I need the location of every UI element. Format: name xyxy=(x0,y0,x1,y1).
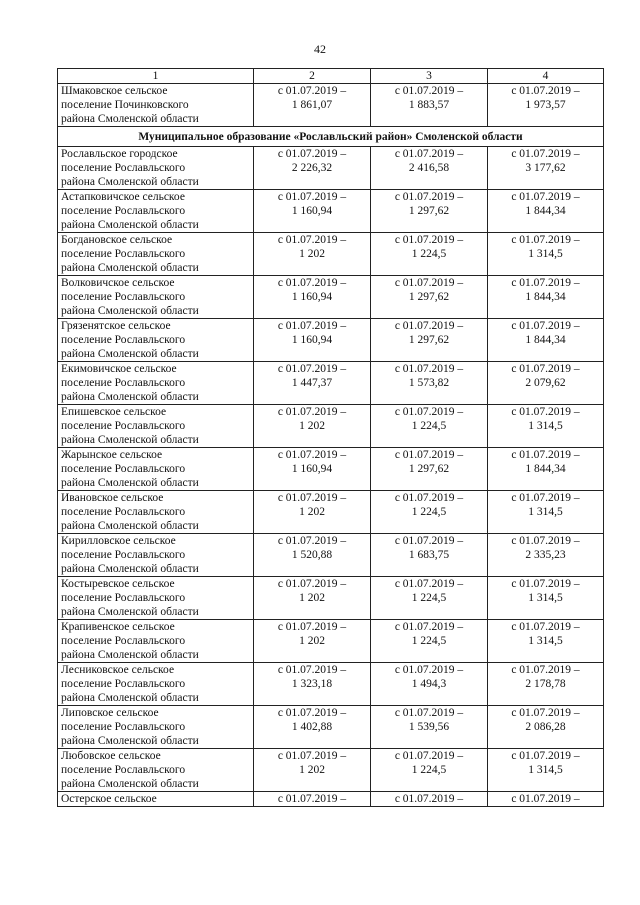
tariff-date-line: с 01.07.2019 – xyxy=(394,406,464,418)
tariff-date-line: с 01.07.2019 – xyxy=(277,621,347,633)
tariff-cell-col-2 xyxy=(254,491,371,534)
settlement-name-cell xyxy=(58,792,254,807)
tariff-date-line: с 01.07.2019 – xyxy=(511,277,580,289)
settlement-name-line: района Смоленской области xyxy=(61,434,199,446)
settlement-name-line: Грязенятское сельское xyxy=(61,320,171,332)
tariff-cell-col-4 xyxy=(488,319,604,362)
settlement-name-line: Екимовичское сельское xyxy=(61,363,177,375)
tariff-date-line: с 01.07.2019 – xyxy=(394,664,464,676)
settlement-name-cell xyxy=(58,190,254,233)
tariff-cell-col-2 xyxy=(254,706,371,749)
settlement-name-cell xyxy=(58,448,254,491)
tariff-date-line: с 01.07.2019 – xyxy=(277,277,347,289)
tariff-value-line: 1 314,5 xyxy=(528,635,563,647)
tariff-value-line: 1 683,75 xyxy=(408,549,450,561)
tariff-cell-col-4 xyxy=(488,405,604,448)
table-row xyxy=(58,577,604,620)
tariff-date-line: с 01.07.2019 – xyxy=(511,449,580,461)
tariff-cell-col-2 xyxy=(254,190,371,233)
tariff-value-line: 1 447,37 xyxy=(291,377,333,389)
tariff-value-line: 1 224,5 xyxy=(411,506,447,518)
tariff-cell-col-2 xyxy=(254,749,371,792)
table-body xyxy=(58,84,604,807)
tariff-date-line: с 01.07.2019 – xyxy=(277,363,347,375)
table-row xyxy=(58,319,604,362)
settlement-name-line: поселение Рославльского xyxy=(61,549,186,561)
tariff-value-line: 1 202 xyxy=(299,764,325,776)
tariff-cell-col-4 xyxy=(488,84,604,127)
tariff-date-line: с 01.07.2019 – xyxy=(394,492,464,504)
tariff-date-line: с 01.07.2019 – xyxy=(277,664,347,676)
settlement-name-line: Крапивенское сельское xyxy=(61,621,175,633)
settlement-name-line: Костыревское сельское xyxy=(61,578,175,590)
tariff-value-line: 1 297,62 xyxy=(408,205,450,217)
settlement-name-line: Богдановское сельское xyxy=(61,234,173,246)
tariff-value-line: 1 314,5 xyxy=(528,248,563,260)
tariff-cell-col-4 xyxy=(488,233,604,276)
tariff-date-line: с 01.07.2019 – xyxy=(394,85,464,97)
tariff-date-line: с 01.07.2019 – xyxy=(511,148,580,160)
tariff-cell-col-2 xyxy=(254,448,371,491)
tariff-value-line: 1 297,62 xyxy=(408,291,450,303)
tariff-value-line: 1 297,62 xyxy=(408,463,450,475)
table-row xyxy=(58,84,604,127)
tariff-date-line: с 01.07.2019 – xyxy=(277,535,347,547)
tariff-cell-col-2 xyxy=(254,147,371,190)
tariff-cell-col-2 xyxy=(254,792,371,807)
tariff-cell-col-3 xyxy=(371,233,488,276)
tariff-date-line: с 01.07.2019 – xyxy=(277,750,347,762)
settlement-name-cell xyxy=(58,362,254,405)
tariff-table xyxy=(57,68,604,807)
settlement-name-cell xyxy=(58,534,254,577)
tariff-date-line: с 01.07.2019 – xyxy=(511,793,580,805)
tariff-date-line: с 01.07.2019 – xyxy=(277,406,347,418)
tariff-value-line: 2 086,28 xyxy=(525,721,566,733)
tariff-value-line: 1 883,57 xyxy=(408,99,450,111)
table-row xyxy=(58,620,604,663)
tariff-date-line: с 01.07.2019 – xyxy=(394,750,464,762)
tariff-date-line: с 01.07.2019 – xyxy=(394,320,464,332)
column-header-1: 1 xyxy=(58,69,254,84)
settlement-name-line: района Смоленской области xyxy=(61,219,199,231)
tariff-date-line: с 01.07.2019 – xyxy=(277,234,347,246)
tariff-date-line: с 01.07.2019 – xyxy=(277,707,347,719)
table-row xyxy=(58,233,604,276)
table-header-row xyxy=(58,69,604,84)
tariff-date-line: с 01.07.2019 – xyxy=(511,535,580,547)
settlement-name-cell xyxy=(58,706,254,749)
settlement-name-line: Кирилловское сельское xyxy=(61,535,176,547)
tariff-cell-col-4 xyxy=(488,147,604,190)
tariff-date-line: с 01.07.2019 – xyxy=(277,191,347,203)
table-row xyxy=(58,190,604,233)
tariff-date-line: с 01.07.2019 – xyxy=(511,363,580,375)
table-row xyxy=(58,448,604,491)
tariff-date-line: с 01.07.2019 – xyxy=(394,363,464,375)
section-header-row xyxy=(58,127,604,147)
tariff-date-line: с 01.07.2019 – xyxy=(394,277,464,289)
tariff-date-line: с 01.07.2019 – xyxy=(511,234,580,246)
settlement-name-line: Рославльское городское xyxy=(61,148,178,160)
tariff-cell-col-3 xyxy=(371,319,488,362)
column-header-2: 2 xyxy=(254,69,371,84)
tariff-value-line: 1 314,5 xyxy=(528,764,563,776)
settlement-name-line: района Смоленской области xyxy=(61,391,199,403)
tariff-value-line: 1 224,5 xyxy=(411,592,447,604)
tariff-date-line: с 01.07.2019 – xyxy=(277,148,347,160)
tariff-value-line: 2 079,62 xyxy=(525,377,566,389)
tariff-value-line: 1 402,88 xyxy=(291,721,333,733)
tariff-value-line: 1 844,34 xyxy=(525,463,566,475)
tariff-cell-col-3 xyxy=(371,190,488,233)
settlement-name-line: поселение Рославльского xyxy=(61,506,186,518)
settlement-name-line: поселение Рославльского xyxy=(61,248,186,260)
settlement-name-line: района Смоленской области xyxy=(61,692,199,704)
tariff-cell-col-3 xyxy=(371,491,488,534)
table-row xyxy=(58,749,604,792)
settlement-name-line: Астапковичское сельское xyxy=(61,191,185,203)
settlement-name-cell xyxy=(58,276,254,319)
settlement-name-line: Епишевское сельское xyxy=(61,406,167,418)
settlement-name-line: района Смоленской области xyxy=(61,262,199,274)
tariff-value-line: 1 224,5 xyxy=(411,248,447,260)
tariff-cell-col-3 xyxy=(371,276,488,319)
tariff-cell-col-3 xyxy=(371,405,488,448)
tariff-date-line: с 01.07.2019 – xyxy=(394,234,464,246)
tariff-date-line: с 01.07.2019 – xyxy=(511,492,580,504)
tariff-value-line: 1 844,34 xyxy=(525,291,566,303)
tariff-value-line: 1 314,5 xyxy=(528,506,563,518)
tariff-date-line: с 01.07.2019 – xyxy=(394,578,464,590)
settlement-name-cell xyxy=(58,620,254,663)
table-row xyxy=(58,706,604,749)
settlement-name-line: Шмаковское сельское xyxy=(61,85,168,97)
tariff-date-line: с 01.07.2019 – xyxy=(394,449,464,461)
tariff-date-line: с 01.07.2019 – xyxy=(277,85,347,97)
tariff-cell-col-2 xyxy=(254,405,371,448)
tariff-value-line: 1 861,07 xyxy=(291,99,333,111)
tariff-cell-col-3 xyxy=(371,362,488,405)
tariff-cell-col-2 xyxy=(254,534,371,577)
tariff-cell-col-2 xyxy=(254,319,371,362)
tariff-value-line: 1 323,18 xyxy=(291,678,333,690)
tariff-value-line: 1 224,5 xyxy=(411,764,447,776)
settlement-name-line: поселение Рославльского xyxy=(61,162,186,174)
settlement-name-line: поселение Рославльского xyxy=(61,463,186,475)
tariff-cell-col-4 xyxy=(488,749,604,792)
tariff-cell-col-4 xyxy=(488,577,604,620)
settlement-name-line: района Смоленской области xyxy=(61,113,199,125)
settlement-name-line: района Смоленской области xyxy=(61,348,199,360)
settlement-name-cell xyxy=(58,405,254,448)
settlement-name-line: Липовское сельское xyxy=(61,707,159,719)
tariff-value-line: 1 314,5 xyxy=(528,420,563,432)
settlement-name-cell xyxy=(58,319,254,362)
tariff-value-line: 1 494,3 xyxy=(411,678,447,690)
settlement-name-line: поселение Рославльского xyxy=(61,764,186,776)
tariff-value-line: 1 160,94 xyxy=(291,334,333,346)
tariff-date-line: с 01.07.2019 – xyxy=(394,707,464,719)
tariff-date-line: с 01.07.2019 – xyxy=(394,793,464,805)
tariff-value-line: 1 573,82 xyxy=(408,377,450,389)
tariff-cell-col-2 xyxy=(254,362,371,405)
tariff-value-line: 1 202 xyxy=(299,506,325,518)
tariff-value-line: 1 844,34 xyxy=(525,334,566,346)
tariff-cell-col-3 xyxy=(371,620,488,663)
tariff-date-line: с 01.07.2019 – xyxy=(511,85,580,97)
tariff-cell-col-4 xyxy=(488,706,604,749)
tariff-value-line: 1 973,57 xyxy=(525,99,566,111)
tariff-value-line: 3 177,62 xyxy=(525,162,566,174)
table-row xyxy=(58,147,604,190)
tariff-value-line: 1 202 xyxy=(299,420,325,432)
tariff-cell-col-2 xyxy=(254,84,371,127)
section-title: Муниципальное образование «Рославльский район» Смоленской области xyxy=(58,127,604,147)
settlement-name-line: Ивановское сельское xyxy=(61,492,164,504)
tariff-cell-col-4 xyxy=(488,491,604,534)
tariff-date-line: с 01.07.2019 – xyxy=(394,535,464,547)
tariff-cell-col-4 xyxy=(488,448,604,491)
tariff-value-line: 1 160,94 xyxy=(291,205,333,217)
settlement-name-line: поселение Рославльского xyxy=(61,420,186,432)
tariff-cell-col-2 xyxy=(254,620,371,663)
settlement-name-cell xyxy=(58,84,254,127)
settlement-name-line: района Смоленской области xyxy=(61,563,199,575)
tariff-cell-col-3 xyxy=(371,706,488,749)
tariff-date-line: с 01.07.2019 – xyxy=(277,492,347,504)
tariff-cell-col-4 xyxy=(488,362,604,405)
tariff-date-line: с 01.07.2019 – xyxy=(511,406,580,418)
settlement-name-line: поселение Починковского xyxy=(61,99,189,111)
settlement-name-line: поселение Рославльского xyxy=(61,592,186,604)
tariff-cell-col-3 xyxy=(371,577,488,620)
tariff-value-line: 1 160,94 xyxy=(291,463,333,475)
tariff-date-line: с 01.07.2019 – xyxy=(511,578,580,590)
settlement-name-line: Остерское сельское xyxy=(61,793,157,805)
settlement-name-cell xyxy=(58,491,254,534)
settlement-name-line: поселение Рославльского xyxy=(61,205,186,217)
settlement-name-cell xyxy=(58,233,254,276)
tariff-cell-col-4 xyxy=(488,792,604,807)
tariff-cell-col-2 xyxy=(254,577,371,620)
tariff-value-line: 1 160,94 xyxy=(291,291,333,303)
tariff-date-line: с 01.07.2019 – xyxy=(511,750,580,762)
tariff-date-line: с 01.07.2019 – xyxy=(511,191,580,203)
tariff-value-line: 1 202 xyxy=(299,635,325,647)
table-row xyxy=(58,491,604,534)
tariff-cell-col-4 xyxy=(488,663,604,706)
tariff-cell-col-2 xyxy=(254,233,371,276)
tariff-date-line: с 01.07.2019 – xyxy=(511,664,580,676)
tariff-value-line: 2 416,58 xyxy=(408,162,450,174)
tariff-date-line: с 01.07.2019 – xyxy=(511,320,580,332)
tariff-cell-col-4 xyxy=(488,620,604,663)
settlement-name-cell xyxy=(58,663,254,706)
table-row xyxy=(58,276,604,319)
tariff-date-line: с 01.07.2019 – xyxy=(277,578,347,590)
tariff-date-line: с 01.07.2019 – xyxy=(511,621,580,633)
tariff-value-line: 1 539,56 xyxy=(408,721,450,733)
table-row xyxy=(58,663,604,706)
tariff-value-line: 2 335,23 xyxy=(525,549,566,561)
tariff-value-line: 1 297,62 xyxy=(408,334,450,346)
tariff-value-line: 1 224,5 xyxy=(411,420,447,432)
settlement-name-line: Волковичское сельское xyxy=(61,277,175,289)
table-row xyxy=(58,405,604,448)
settlement-name-line: Жарынское сельское xyxy=(61,449,163,461)
settlement-name-cell xyxy=(58,147,254,190)
settlement-name-line: поселение Рославльского xyxy=(61,635,186,647)
table-row xyxy=(58,362,604,405)
table-row xyxy=(58,792,604,807)
tariff-cell-col-4 xyxy=(488,190,604,233)
settlement-name-line: района Смоленской области xyxy=(61,778,199,790)
tariff-cell-col-4 xyxy=(488,534,604,577)
tariff-cell-col-3 xyxy=(371,448,488,491)
settlement-name-line: поселение Рославльского xyxy=(61,334,186,346)
tariff-date-line: с 01.07.2019 – xyxy=(394,148,464,160)
settlement-name-line: района Смоленской области xyxy=(61,649,199,661)
tariff-date-line: с 01.07.2019 – xyxy=(277,320,347,332)
settlement-name-line: района Смоленской области xyxy=(61,735,199,747)
tariff-value-line: 1 520,88 xyxy=(291,549,333,561)
tariff-cell-col-2 xyxy=(254,663,371,706)
tariff-date-line: с 01.07.2019 – xyxy=(394,191,464,203)
tariff-value-line: 1 314,5 xyxy=(528,592,563,604)
settlement-name-line: Лесниковское сельское xyxy=(61,664,175,676)
tariff-value-line: 2 226,32 xyxy=(291,162,333,174)
tariff-value-line: 1 202 xyxy=(299,248,325,260)
page-number: 42 xyxy=(314,42,326,56)
tariff-date-line: с 01.07.2019 – xyxy=(394,621,464,633)
tariff-value-line: 2 178,78 xyxy=(525,678,566,690)
column-header-4: 4 xyxy=(488,69,604,84)
tariff-cell-col-3 xyxy=(371,147,488,190)
tariff-cell-col-4 xyxy=(488,276,604,319)
tariff-cell-col-3 xyxy=(371,663,488,706)
settlement-name-cell xyxy=(58,577,254,620)
tariff-cell-col-3 xyxy=(371,792,488,807)
tariff-value-line: 1 844,34 xyxy=(525,205,566,217)
settlement-name-line: района Смоленской области xyxy=(61,176,199,188)
settlement-name-line: района Смоленской области xyxy=(61,606,199,618)
settlement-name-line: Любовское сельское xyxy=(61,750,161,762)
tariff-cell-col-3 xyxy=(371,84,488,127)
tariff-cell-col-2 xyxy=(254,276,371,319)
tariff-date-line: с 01.07.2019 – xyxy=(277,793,347,805)
tariff-value-line: 1 224,5 xyxy=(411,635,447,647)
tariff-value-line: 1 202 xyxy=(299,592,325,604)
settlement-name-line: района Смоленской области xyxy=(61,520,199,532)
settlement-name-line: поселение Рославльского xyxy=(61,377,186,389)
settlement-name-line: поселение Рославльского xyxy=(61,291,186,303)
tariff-date-line: с 01.07.2019 – xyxy=(277,449,347,461)
table-row xyxy=(58,534,604,577)
settlement-name-line: района Смоленской области xyxy=(61,477,199,489)
settlement-name-line: поселение Рославльского xyxy=(61,721,186,733)
settlement-name-line: района Смоленской области xyxy=(61,305,199,317)
settlement-name-cell xyxy=(58,749,254,792)
tariff-date-line: с 01.07.2019 – xyxy=(511,707,580,719)
tariff-cell-col-3 xyxy=(371,534,488,577)
column-header-3: 3 xyxy=(371,69,488,84)
settlement-name-line: поселение Рославльского xyxy=(61,678,186,690)
tariff-cell-col-3 xyxy=(371,749,488,792)
